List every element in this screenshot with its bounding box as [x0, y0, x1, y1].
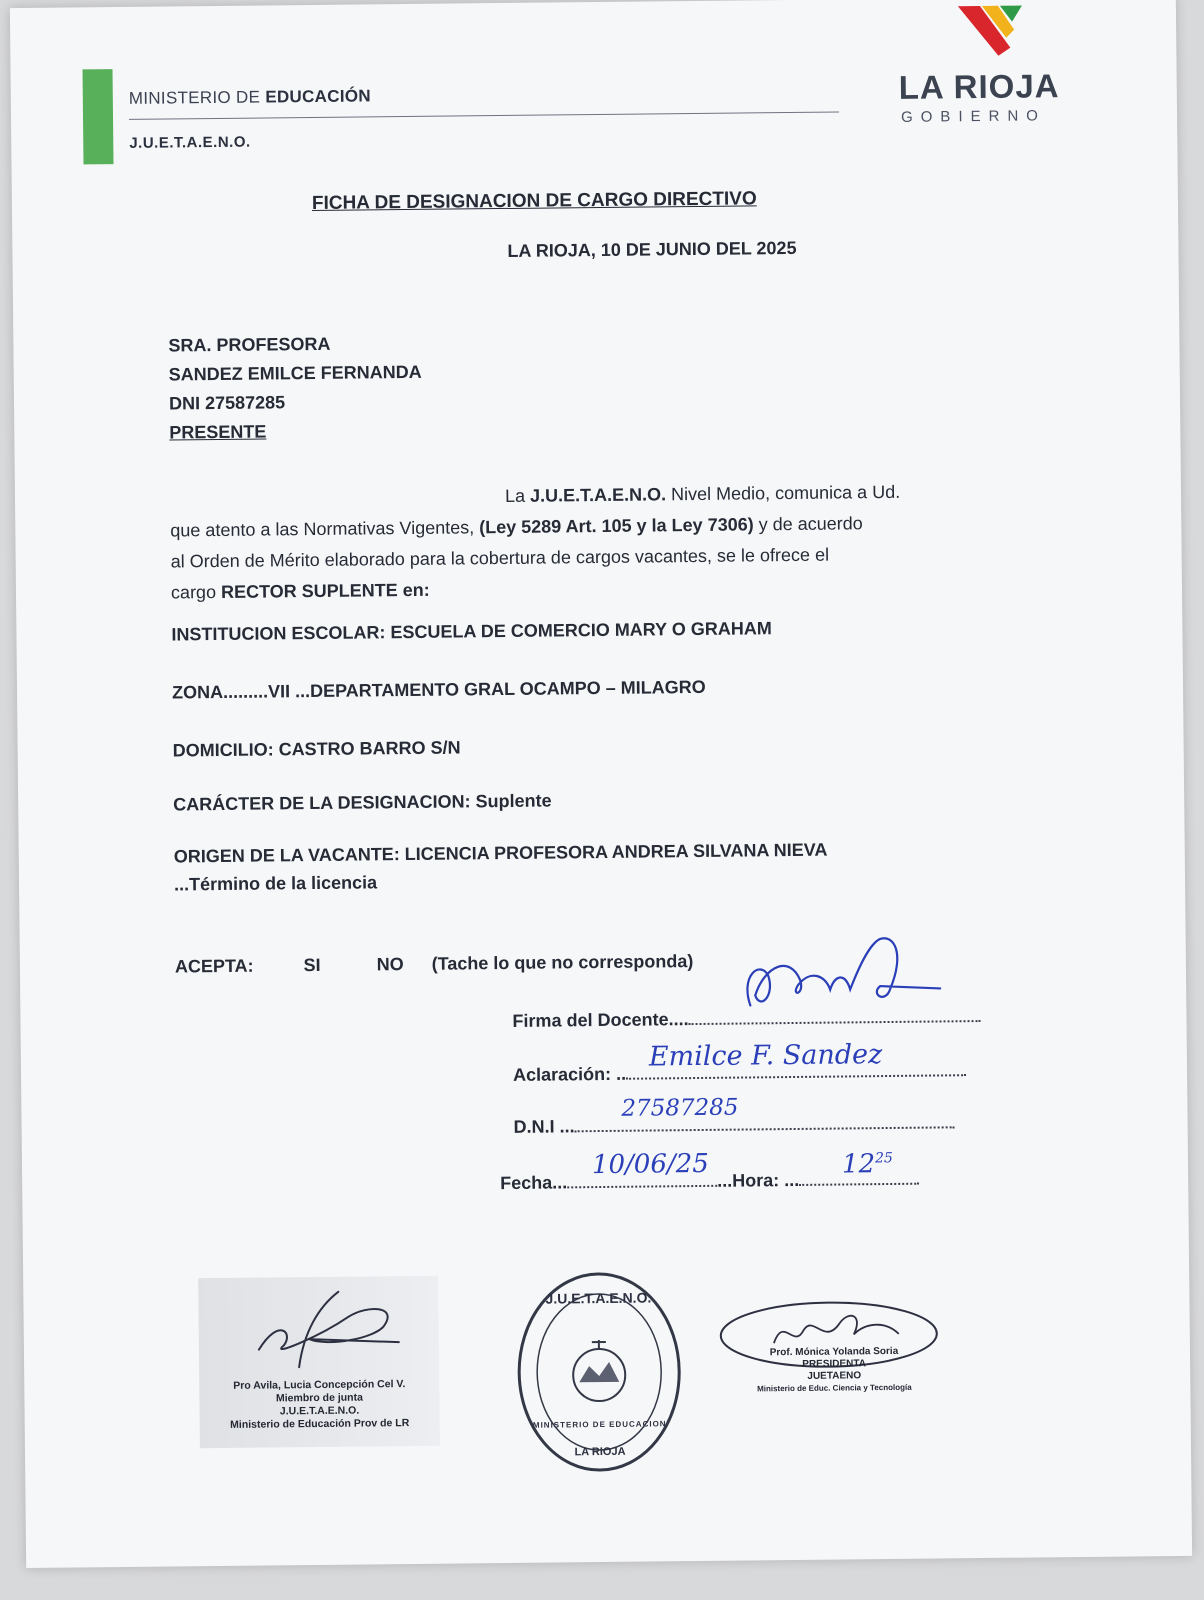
seal-ring-text: MINISTERIO DE EDUCACION — [532, 1419, 667, 1430]
acepta-label: ACEPTA: — [174, 955, 254, 977]
aclaracion-label: Aclaración: .. — [512, 1063, 627, 1085]
president-stamp — [713, 1293, 954, 1416]
seal-bottom-text: LA RIOJA — [574, 1445, 626, 1459]
logo-chevron-icon — [898, 0, 1099, 69]
field-domicilio: DOMICILIO: CASTRO BARRO S/N — [172, 737, 461, 761]
president-board: JUETAENO — [807, 1370, 862, 1382]
dni-handwritten: 27587285 — [621, 1094, 739, 1122]
seal-top-text: J.U.E.T.A.E.N.O. — [545, 1289, 652, 1307]
dni-label: D.N.I ... — [513, 1116, 575, 1137]
teacher-signature-icon — [720, 933, 951, 1025]
acepta-row — [175, 951, 694, 977]
addressee-dni: DNI 27587285 — [168, 392, 286, 414]
member-role: Miembro de junta — [275, 1391, 363, 1405]
member-board: J.U.E.T.A.E.N.O. — [279, 1404, 360, 1418]
fecha-handwritten: 10/06/25 — [591, 1148, 709, 1181]
member-name: Pro Avila, Lucia Concepción Cel V. — [233, 1378, 406, 1392]
president-role: PRESIDENTA — [802, 1358, 867, 1370]
addressee-block — [168, 329, 422, 448]
acepta-si: SI — [303, 954, 321, 976]
logo-sub: GOBIERNO — [900, 107, 1046, 126]
hora-handwritten: $12^{25}$ — [841, 1149, 893, 1180]
date-line: LA RIOJA, 10 DE JUNIO DEL 2025 — [507, 237, 797, 261]
member-signature-icon — [198, 1276, 439, 1379]
logo-name: LA RIOJA — [898, 67, 1060, 106]
document-page — [10, 0, 1192, 1568]
field-zona: ZONA.........VII ...DEPARTAMENTO GRAL OCAMPO – MILAGRO — [171, 676, 706, 703]
document-title: FICHA DE DESIGNACION DE CARGO DIRECTIVO — [311, 188, 757, 214]
field-origen: ORIGEN DE LA VACANTE: LICENCIA PROFESORA ANDREA SILVANA NIEVA — [173, 839, 828, 867]
hora-label: ...Hora: ... — [717, 1169, 800, 1191]
fecha-label: Fecha... — [500, 1172, 568, 1194]
aclaracion-handwritten: Emilce F. Sandez — [648, 1039, 883, 1073]
ministry-name: MINISTERIO DE EDUCACIÓN — [128, 86, 372, 108]
addressee-name: SANDEZ EMILCE FERNANDA — [168, 361, 422, 385]
field-institucion: INSTITUCION ESCOLAR: ESCUELA DE COMERCIO MARY O GRAHAM — [171, 618, 772, 645]
addressee-title: SRA. PROFESORA — [168, 333, 331, 356]
member-stamp — [198, 1276, 440, 1449]
official-seal — [513, 1269, 685, 1476]
acepta-no: NO — [376, 954, 404, 975]
member-ministry: Ministerio de Educación Prov de LR — [230, 1417, 410, 1431]
firma-label: Firma del Docente.... — [512, 1009, 689, 1031]
president-ministry: Ministerio de Educ. Ciencia y Tecnología — [757, 1382, 912, 1394]
header-rule — [129, 111, 839, 119]
ministry-green-bar — [83, 69, 114, 164]
addressee-presente: PRESENTE — [169, 421, 267, 443]
board-name: J.U.E.T.A.E.N.O. — [129, 133, 251, 152]
field-caracter: CARÁCTER DE LA DESIGNACION: Suplente — [173, 790, 552, 815]
president-name: Prof. Mónica Yolanda Soria — [769, 1345, 899, 1359]
body-paragraph: La J.U.E.T.A.E.N.O. Nivel Medio, comunica a Ud. que atento a las Normativas Vigentes, (Ley 5289 Art. 105 y la Ley 7306) y de acuerdo al Orden de Mérito elaborado para la cobertura de cargos vacantes, se le ofrece el cargo RECTOR SUPLENTE en: — [170, 481, 901, 603]
acepta-note: (Tache lo que no corresponda) — [431, 951, 694, 974]
field-termino: ...Término de la licencia — [173, 872, 378, 895]
la-rioja-logo — [898, 0, 1099, 129]
